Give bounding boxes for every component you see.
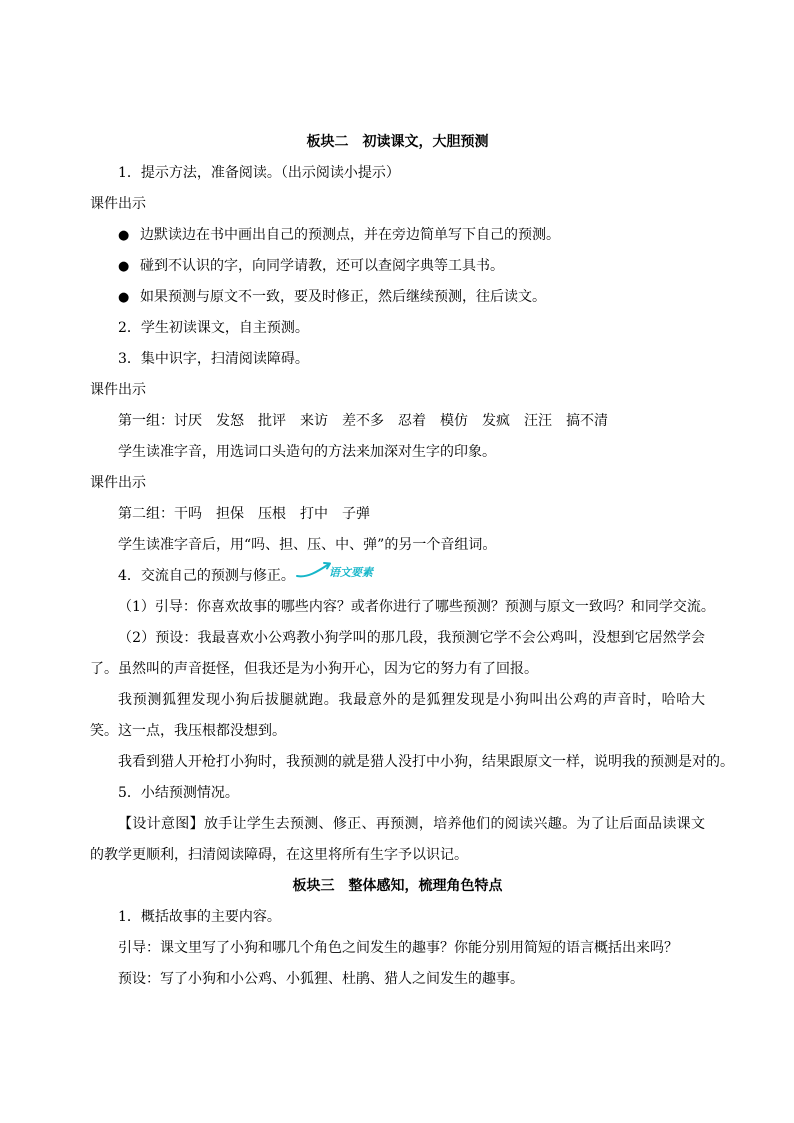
tip-text-2: 碰到不认识的字，向同学请教，还可以查阅字典等工具书。 [140, 258, 504, 274]
tip-item-1 [90, 220, 705, 251]
section2-step4 [90, 561, 705, 592]
badge-label: 语文要素 [328, 566, 373, 579]
language-element-badge [295, 566, 405, 586]
section3-preset: 预设：写了小狗和小公鸡、小狐狸、杜鹃、猎人之间发生的趣事。 [118, 971, 524, 987]
section2-title: 板块二 初读课文，大胆预测 [306, 134, 489, 150]
section3-title: 板块三 整体感知，梳理角色特点 [292, 878, 503, 894]
courseware-label-2: 课件出示 [90, 382, 146, 398]
section2-step3: 3．集中识字，扫清阅读障碍。 [118, 351, 309, 367]
bullet-icon: ● [118, 290, 130, 305]
word-group-1-note: 学生读准字音，用选词口头造句的方法来加深对生字的印象。 [118, 444, 496, 460]
lesson-content [90, 127, 734, 995]
fox-paragraph: 我预测狐狸发现小狗后拔腿就跑。我最意外的是狐狸发现是小狗叫出公鸡的声音时，哈哈大笑。这一点，我压根都没想到。 [90, 692, 705, 739]
tip-text-3: 如果预测与原文不一致，要及时修正，然后继续预测，往后读文。 [140, 289, 546, 305]
tip-item-3 [90, 282, 705, 313]
bullet-icon: ● [118, 259, 130, 274]
design-intent-paragraph: 【设计意图】放手让学生去预测、修正、再预测，培养他们的阅读兴趣。为了让后面品读课文的教学更顺利，扫清阅读障碍，在这里将所有生字予以识记。 [90, 816, 705, 863]
guide-question: （1）引导：你喜欢故事的哪些内容？或者你进行了哪些预测？预测与原文一致吗？和同学交流。 [118, 599, 715, 615]
tip-text-1: 边默读边在书中画出自己的预测点，并在旁边简单写下自己的预测。 [140, 227, 560, 243]
section2-step1: 1．提示方法，准备阅读。（出示阅读小提示） [118, 165, 400, 181]
word-group-2: 第二组：干吗 担保 压根 打中 子弹 [118, 506, 370, 522]
section3-step1: 1．概括故事的主要内容。 [118, 909, 281, 925]
courseware-label-3: 课件出示 [90, 475, 146, 491]
word-group-1: 第一组：讨厌 发怒 批评 来访 差不多 忍着 模仿 发疯 汪汪 搞不清 [118, 413, 608, 429]
section2-step2: 2．学生初读课文，自主预测。 [118, 320, 309, 336]
section3-guide: 引导：课文里写了小狗和哪几个角色之间发生的趣事？你能分别用简短的语言概括出来吗？ [118, 940, 678, 956]
courseware-label-1: 课件出示 [90, 196, 146, 212]
section2-step5: 5．小结预测情况。 [118, 785, 239, 801]
hunter-paragraph: 我看到猎人开枪打小狗时，我预测的就是猎人没打中小狗，结果跟原文一样，说明我的预测是对的。 [118, 754, 734, 770]
bullet-icon: ● [118, 228, 130, 243]
tip-item-2 [90, 251, 705, 282]
preset-paragraph: （2）预设：我最喜欢小公鸡教小狗学叫的那几段，我预测它学不会公鸡叫，没想到它居然学会了。虽然叫的声音挺怪，但我还是为小狗开心，因为它的努力有了回报。 [90, 630, 705, 677]
word-group-2-note: 学生读准字音后，用“吗、担、压、中、弹”的另一个音组词。 [118, 537, 497, 553]
step4-text: 4．交流自己的预测与修正。 [118, 568, 295, 584]
